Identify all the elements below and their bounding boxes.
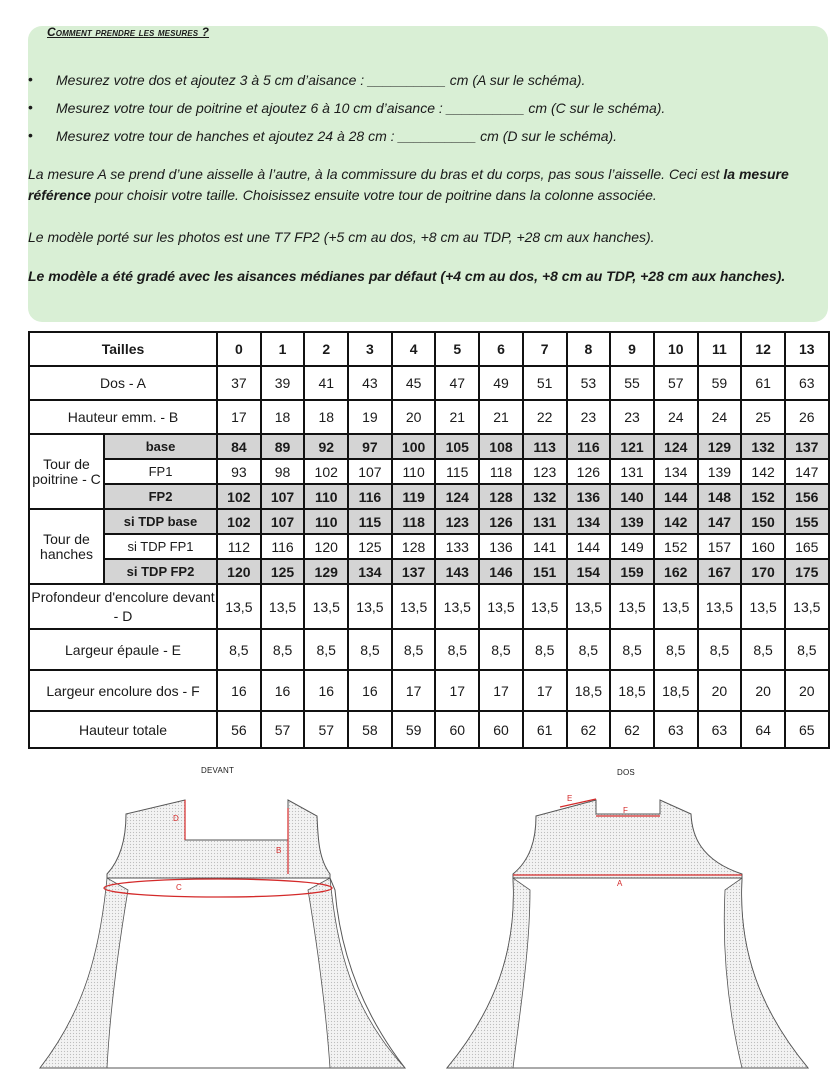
value-cell: 131 — [523, 509, 567, 534]
sub-label: FP1 — [104, 459, 217, 484]
value-cell: 120 — [217, 559, 261, 584]
value-cell: 13,5 — [741, 584, 785, 629]
value-cell: 8,5 — [523, 629, 567, 670]
measure-b-label: B — [276, 846, 282, 855]
value-cell: 98 — [261, 459, 305, 484]
value-cell: 132 — [741, 434, 785, 459]
value-cell: 8,5 — [217, 629, 261, 670]
value-cell: 147 — [785, 459, 829, 484]
garment-diagrams — [0, 780, 837, 1074]
value-cell: 129 — [304, 559, 348, 584]
table-row-hauteur-totale — [29, 711, 829, 748]
value-cell: 24 — [698, 400, 742, 434]
value-cell: 144 — [567, 534, 611, 559]
size-cell: 12 — [741, 332, 785, 366]
paragraph-text: pour choisir votre taille. Choisissez ensuite votre tour de poitrine dans la colonne associée. — [91, 187, 657, 203]
value-cell: 13,5 — [567, 584, 611, 629]
front-garment — [40, 800, 405, 1068]
value-cell: 16 — [304, 670, 348, 711]
value-cell: 13,5 — [523, 584, 567, 629]
value-cell: 13,5 — [785, 584, 829, 629]
value-cell: 128 — [392, 534, 436, 559]
value-cell: 133 — [435, 534, 479, 559]
value-cell: 121 — [610, 434, 654, 459]
value-cell: 17 — [392, 670, 436, 711]
value-cell: 8,5 — [435, 629, 479, 670]
value-cell: 136 — [567, 484, 611, 509]
value-cell: 16 — [217, 670, 261, 711]
bullet-dot: • — [28, 127, 33, 143]
value-cell: 116 — [567, 434, 611, 459]
value-cell: 162 — [654, 559, 698, 584]
size-table — [28, 331, 830, 749]
value-cell: 53 — [567, 366, 611, 400]
group-label-poitrine: Tour de poitrine - C — [29, 434, 104, 509]
value-cell: 134 — [654, 459, 698, 484]
row-label: Hauteur emm. - B — [29, 400, 217, 434]
front-neckline — [185, 800, 288, 840]
value-cell: 116 — [348, 484, 392, 509]
value-cell: 13,5 — [348, 584, 392, 629]
value-cell: 8,5 — [785, 629, 829, 670]
value-cell: 147 — [698, 509, 742, 534]
size-cell: 10 — [654, 332, 698, 366]
size-cell: 11 — [698, 332, 742, 366]
value-cell: 102 — [217, 484, 261, 509]
value-cell: 129 — [698, 434, 742, 459]
value-cell: 126 — [479, 509, 523, 534]
value-cell: 143 — [435, 559, 479, 584]
value-cell: 62 — [610, 711, 654, 748]
measure-f-label: F — [623, 806, 628, 815]
value-cell: 49 — [479, 366, 523, 400]
value-cell: 57 — [261, 711, 305, 748]
value-cell: 107 — [261, 509, 305, 534]
value-cell: 113 — [523, 434, 567, 459]
row-label: Largeur encolure dos - F — [29, 670, 217, 711]
value-cell: 110 — [392, 459, 436, 484]
value-cell: 124 — [435, 484, 479, 509]
back-garment — [447, 794, 808, 1068]
paragraph-text: La mesure A se prend d’une aisselle à l’autre, à la commissure du bras et du corps, pas sous l’aisselle. Ceci est — [28, 166, 724, 182]
value-cell: 93 — [217, 459, 261, 484]
value-cell: 136 — [479, 534, 523, 559]
bullet-text: Mesurez votre dos et ajoutez 3 à 5 cm d’aisance : __________ cm (A sur le schéma). — [56, 72, 586, 88]
value-cell: 47 — [435, 366, 479, 400]
value-cell: 13,5 — [654, 584, 698, 629]
size-cell: 13 — [785, 332, 829, 366]
value-cell: 160 — [741, 534, 785, 559]
value-cell: 126 — [567, 459, 611, 484]
value-cell: 131 — [610, 459, 654, 484]
value-cell: 8,5 — [261, 629, 305, 670]
back-neckline — [596, 800, 660, 814]
table-row-sizes — [29, 332, 829, 366]
value-cell: 8,5 — [304, 629, 348, 670]
value-cell: 139 — [698, 459, 742, 484]
row-label: Profondeur d'encolure devant - D — [29, 584, 217, 629]
value-cell: 144 — [654, 484, 698, 509]
value-cell: 123 — [523, 459, 567, 484]
value-cell: 116 — [261, 534, 305, 559]
value-cell: 92 — [304, 434, 348, 459]
table-row-poitrine-base — [29, 434, 829, 459]
value-cell: 119 — [392, 484, 436, 509]
value-cell: 157 — [698, 534, 742, 559]
value-cell: 18,5 — [567, 670, 611, 711]
value-cell: 18 — [261, 400, 305, 434]
measure-c-label: C — [176, 883, 182, 892]
value-cell: 107 — [261, 484, 305, 509]
value-cell: 61 — [523, 711, 567, 748]
value-cell: 154 — [567, 559, 611, 584]
value-cell: 13,5 — [610, 584, 654, 629]
value-cell: 64 — [741, 711, 785, 748]
table-row-poitrine-fp2 — [29, 484, 829, 509]
value-cell: 17 — [217, 400, 261, 434]
value-cell: 22 — [523, 400, 567, 434]
table-row-hauteur-emm — [29, 400, 829, 434]
value-cell: 125 — [261, 559, 305, 584]
paragraph-bold: la mesure référence — [28, 166, 789, 203]
value-cell: 115 — [435, 459, 479, 484]
value-cell: 18,5 — [654, 670, 698, 711]
value-cell: 21 — [435, 400, 479, 434]
bullet-dot: • — [28, 71, 33, 87]
value-cell: 134 — [567, 509, 611, 534]
value-cell: 18,5 — [610, 670, 654, 711]
value-cell: 8,5 — [567, 629, 611, 670]
value-cell: 13,5 — [392, 584, 436, 629]
value-cell: 20 — [698, 670, 742, 711]
sub-label: base — [104, 434, 217, 459]
sub-label: si TDP FP2 — [104, 559, 217, 584]
value-cell: 142 — [654, 509, 698, 534]
value-cell: 51 — [523, 366, 567, 400]
value-cell: 128 — [479, 484, 523, 509]
value-cell: 155 — [785, 509, 829, 534]
value-cell: 8,5 — [654, 629, 698, 670]
value-cell: 13,5 — [261, 584, 305, 629]
value-cell: 100 — [392, 434, 436, 459]
value-cell: 120 — [304, 534, 348, 559]
table-row-hanches-fp1 — [29, 534, 829, 559]
value-cell: 43 — [348, 366, 392, 400]
row-label: Dos - A — [29, 366, 217, 400]
value-cell: 13,5 — [435, 584, 479, 629]
value-cell: 84 — [217, 434, 261, 459]
size-cell: 2 — [304, 332, 348, 366]
value-cell: 152 — [741, 484, 785, 509]
size-cell: 7 — [523, 332, 567, 366]
value-cell: 62 — [567, 711, 611, 748]
value-cell: 45 — [392, 366, 436, 400]
value-cell: 26 — [785, 400, 829, 434]
value-cell: 18 — [304, 400, 348, 434]
value-cell: 150 — [741, 509, 785, 534]
back-view-title: DOS — [617, 768, 635, 777]
instructions-title: Comment prendre les mesures ? — [47, 25, 210, 39]
value-cell: 8,5 — [698, 629, 742, 670]
value-cell: 102 — [304, 459, 348, 484]
table-row-encolure-dos — [29, 670, 829, 711]
value-cell: 55 — [610, 366, 654, 400]
value-cell: 16 — [348, 670, 392, 711]
value-cell: 8,5 — [479, 629, 523, 670]
value-cell: 175 — [785, 559, 829, 584]
value-cell: 165 — [785, 534, 829, 559]
value-cell: 23 — [610, 400, 654, 434]
value-cell: 134 — [348, 559, 392, 584]
table-row-hanches-fp2 — [29, 559, 829, 584]
value-cell: 125 — [348, 534, 392, 559]
size-cell: 1 — [261, 332, 305, 366]
paragraph-mesure-a — [28, 164, 828, 206]
paragraph-gradation: Le modèle a été gradé avec les aisances médianes par défaut (+4 cm au dos, +8 cm au TDP, +28 cm aux hanches). — [28, 268, 786, 284]
value-cell: 8,5 — [348, 629, 392, 670]
value-cell: 107 — [348, 459, 392, 484]
bullet-dot: • — [28, 99, 33, 115]
value-cell: 63 — [654, 711, 698, 748]
value-cell: 57 — [654, 366, 698, 400]
bullet-text: Mesurez votre tour de hanches et ajoutez 24 à 28 cm : __________ cm (D sur le schéma). — [56, 128, 618, 144]
value-cell: 132 — [523, 484, 567, 509]
table-row-dos — [29, 366, 829, 400]
bullet-text: Mesurez votre tour de poitrine et ajoutez 6 à 10 cm d’aisance : __________ cm (C sur le schéma). — [56, 100, 666, 116]
value-cell: 13,5 — [304, 584, 348, 629]
value-cell: 124 — [654, 434, 698, 459]
value-cell: 17 — [479, 670, 523, 711]
value-cell: 118 — [479, 459, 523, 484]
value-cell: 39 — [261, 366, 305, 400]
measure-d-label: D — [173, 814, 179, 823]
value-cell: 65 — [785, 711, 829, 748]
sub-label: si TDP FP1 — [104, 534, 217, 559]
value-cell: 17 — [523, 670, 567, 711]
value-cell: 140 — [610, 484, 654, 509]
value-cell: 25 — [741, 400, 785, 434]
value-cell: 8,5 — [392, 629, 436, 670]
size-cell: 4 — [392, 332, 436, 366]
row-label: Largeur épaule - E — [29, 629, 217, 670]
group-label-hanches: Tour de hanches — [29, 509, 104, 584]
measure-e-label: E — [567, 794, 573, 803]
value-cell: 170 — [741, 559, 785, 584]
value-cell: 112 — [217, 534, 261, 559]
value-cell: 97 — [348, 434, 392, 459]
value-cell: 105 — [435, 434, 479, 459]
value-cell: 20 — [741, 670, 785, 711]
sub-label: FP2 — [104, 484, 217, 509]
table-row-hanches-base — [29, 509, 829, 534]
size-cell: 9 — [610, 332, 654, 366]
table-row-poitrine-fp1 — [29, 459, 829, 484]
sub-label: si TDP base — [104, 509, 217, 534]
measure-a-label: A — [617, 879, 623, 888]
front-view-title: DEVANT — [201, 766, 235, 775]
value-cell: 13,5 — [217, 584, 261, 629]
value-cell: 137 — [392, 559, 436, 584]
value-cell: 156 — [785, 484, 829, 509]
value-cell: 37 — [217, 366, 261, 400]
value-cell: 13,5 — [479, 584, 523, 629]
value-cell: 20 — [785, 670, 829, 711]
value-cell: 89 — [261, 434, 305, 459]
value-cell: 146 — [479, 559, 523, 584]
value-cell: 60 — [435, 711, 479, 748]
value-cell: 17 — [435, 670, 479, 711]
value-cell: 118 — [392, 509, 436, 534]
value-cell: 61 — [741, 366, 785, 400]
value-cell: 102 — [217, 509, 261, 534]
value-cell: 108 — [479, 434, 523, 459]
value-cell: 148 — [698, 484, 742, 509]
value-cell: 63 — [698, 711, 742, 748]
value-cell: 23 — [567, 400, 611, 434]
value-cell: 110 — [304, 509, 348, 534]
value-cell: 21 — [479, 400, 523, 434]
value-cell: 139 — [610, 509, 654, 534]
value-cell: 142 — [741, 459, 785, 484]
row-label: Hauteur totale — [29, 711, 217, 748]
paragraph-modele-photo: Le modèle porté sur les photos est une T7 FP2 (+5 cm au dos, +8 cm au TDP, +28 cm aux hanches). — [28, 229, 655, 245]
value-cell: 137 — [785, 434, 829, 459]
value-cell: 123 — [435, 509, 479, 534]
value-cell: 63 — [785, 366, 829, 400]
table-row-epaule — [29, 629, 829, 670]
value-cell: 20 — [392, 400, 436, 434]
value-cell: 8,5 — [610, 629, 654, 670]
value-cell: 59 — [698, 366, 742, 400]
value-cell: 115 — [348, 509, 392, 534]
size-cell: 6 — [479, 332, 523, 366]
row-label: Tailles — [29, 332, 217, 366]
size-cell: 3 — [348, 332, 392, 366]
size-cell: 0 — [217, 332, 261, 366]
value-cell: 60 — [479, 711, 523, 748]
size-cell: 8 — [567, 332, 611, 366]
value-cell: 56 — [217, 711, 261, 748]
value-cell: 152 — [654, 534, 698, 559]
value-cell: 16 — [261, 670, 305, 711]
value-cell: 19 — [348, 400, 392, 434]
size-cell: 5 — [435, 332, 479, 366]
table-row-encolure-devant — [29, 584, 829, 629]
value-cell: 13,5 — [698, 584, 742, 629]
value-cell: 149 — [610, 534, 654, 559]
back-right-gusset — [724, 878, 808, 1068]
value-cell: 159 — [610, 559, 654, 584]
value-cell: 141 — [523, 534, 567, 559]
value-cell: 24 — [654, 400, 698, 434]
value-cell: 57 — [304, 711, 348, 748]
value-cell: 151 — [523, 559, 567, 584]
value-cell: 110 — [304, 484, 348, 509]
value-cell: 167 — [698, 559, 742, 584]
value-cell: 8,5 — [741, 629, 785, 670]
value-cell: 41 — [304, 366, 348, 400]
value-cell: 59 — [392, 711, 436, 748]
value-cell: 58 — [348, 711, 392, 748]
